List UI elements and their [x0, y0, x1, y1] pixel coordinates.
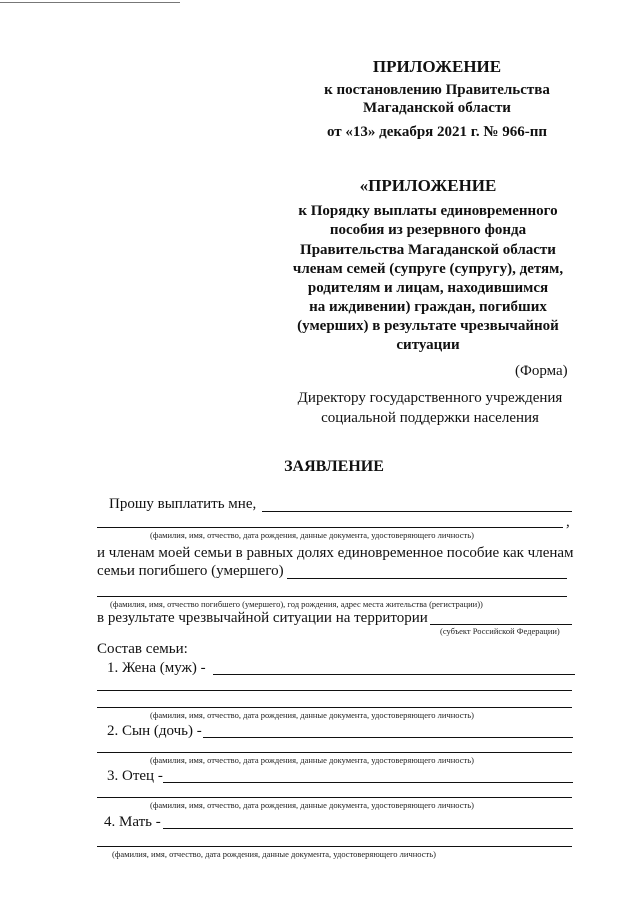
father-field[interactable] [163, 782, 573, 783]
header-line-date: от «13» декабря 2021 г. № 966-пп [326, 124, 548, 140]
caption-applicant: (фамилия, имя, отчество, дата рождения, данные документа, удостоверяющего личность) [150, 530, 474, 540]
spouse-field-line-2[interactable] [97, 690, 572, 691]
member-label-spouse: 1. Жена (муж) - [107, 660, 206, 676]
member-label-child: 2. Сын (дочь) - [107, 723, 202, 739]
territory-line: в результате чрезвычайной ситуации на территории [97, 610, 428, 626]
father-field-line-2[interactable] [97, 797, 572, 798]
applicant-comma: , [566, 514, 570, 530]
inner-appendix-line: пособия из резервного фонда [329, 222, 527, 238]
family-line: семьи погибшего (умершего) [97, 563, 284, 579]
header-line-region: Магаданской области [363, 100, 511, 116]
caption-father: (фамилия, имя, отчество, дата рождения, данные документа, удостоверяющего личность) [150, 800, 474, 810]
inner-appendix-title: «ПРИЛОЖЕНИЕ [359, 176, 497, 195]
spouse-field-line-3[interactable] [97, 707, 572, 708]
inner-appendix-line: членам семей (супруге (супругу), детям, [292, 261, 564, 277]
mother-field[interactable] [163, 828, 573, 829]
inner-appendix-line: к Порядку выплаты единовременного [298, 203, 558, 219]
inner-appendix-line: (умерших) в результате чрезвычайной [297, 318, 559, 334]
child-field-line-2[interactable] [97, 752, 572, 753]
form-label: (Форма) [515, 363, 568, 379]
applicant-details-field[interactable] [97, 527, 563, 528]
member-label-mother: 4. Мать - [104, 814, 161, 830]
header-line-decree: к постановлению Правительства [324, 82, 550, 98]
addressee-line: социальной поддержки населения [321, 410, 539, 426]
caption-mother: (фамилия, имя, отчество, дата рождения, данные документа, удостоверяющего личность) [112, 849, 436, 859]
caption-deceased: (фамилия, имя, отчество погибшего (умершего), год рождения, адрес места жительства (регистрации)) [110, 599, 483, 609]
deceased-name-field[interactable] [287, 578, 567, 579]
member-label-father: 3. Отец - [107, 768, 163, 784]
spouse-field[interactable] [213, 674, 575, 675]
child-field[interactable] [203, 737, 573, 738]
mother-field-line-2[interactable] [97, 846, 572, 847]
family-heading: Состав семьи: [97, 641, 188, 657]
deceased-details-field[interactable] [97, 596, 567, 597]
inner-appendix-line: на иждивении) граждан, погибших [309, 299, 547, 315]
applicant-name-field[interactable] [262, 511, 572, 512]
scan-edge-line [0, 2, 180, 3]
caption-child: (фамилия, имя, отчество, дата рождения, данные документа, удостоверяющего личность) [150, 755, 474, 765]
caption-spouse: (фамилия, имя, отчество, дата рождения, данные документа, удостоверяющего личность) [150, 710, 474, 720]
caption-subject: (субъект Российской Федерации) [440, 626, 560, 636]
inner-appendix-line: родителям и лицам, находившимся [307, 280, 549, 296]
request-line: Прошу выплатить мне, [109, 496, 257, 512]
family-line: и членам моей семьи в равных долях единовременное пособие как членам [97, 545, 574, 561]
territory-field[interactable] [430, 624, 572, 625]
appendix-title: ПРИЛОЖЕНИЕ [372, 57, 502, 76]
inner-appendix-line: Правительства Магаданской области [300, 242, 556, 258]
inner-appendix-line: ситуации [396, 337, 460, 353]
addressee-line: Директору государственного учреждения [297, 390, 563, 406]
statement-title: ЗАЯВЛЕНИЕ [284, 458, 384, 475]
